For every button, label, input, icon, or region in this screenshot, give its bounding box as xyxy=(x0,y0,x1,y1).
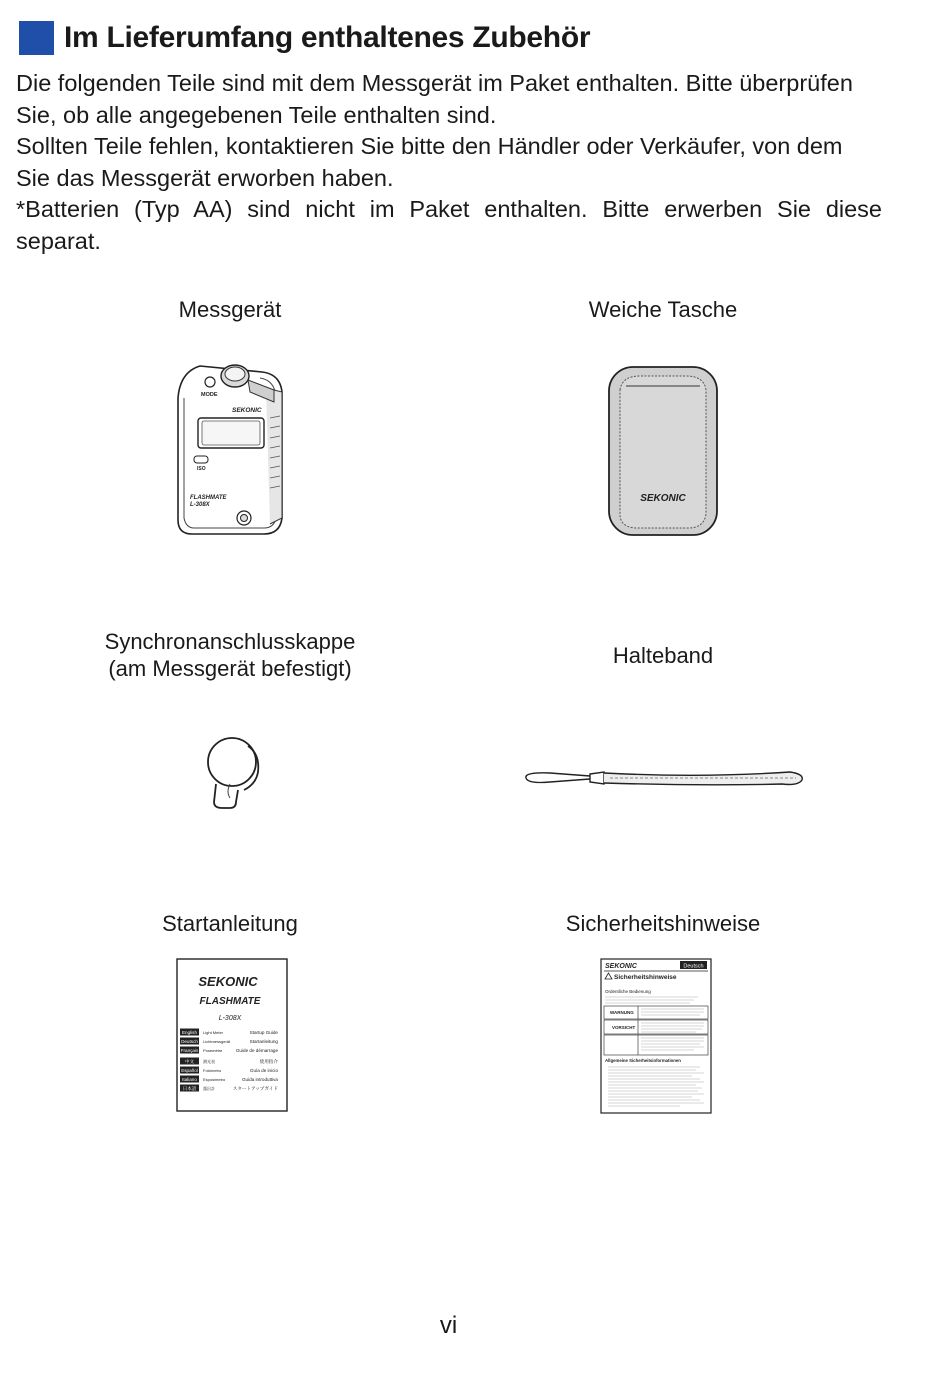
case-label: Weiche Tasche xyxy=(588,297,738,322)
safety-warn-text: WARNUNG xyxy=(610,1010,634,1015)
light-meter-illustration xyxy=(170,358,290,540)
section-heading xyxy=(19,20,590,56)
soft-case-illustration xyxy=(606,364,720,538)
guide-lang-left: Lichtmessgerät xyxy=(203,1039,231,1044)
guide-lang-tag: 中文 xyxy=(184,1059,195,1064)
sync-cap-label xyxy=(80,628,380,682)
case-brand-text: SEKONIC xyxy=(640,493,686,504)
safety-section1-text: Ordentliche Bedienung xyxy=(605,989,651,994)
strap-illustration xyxy=(520,760,806,796)
guide-lang-left: Light Meter xyxy=(203,1030,224,1035)
guide-lang-left: Posemètre xyxy=(203,1048,223,1053)
sync-cap-label-line2: (am Messgerät befestigt) xyxy=(108,656,352,681)
guide-lang-right: Startanleitung xyxy=(249,1039,278,1044)
guide-lang-tag: Español xyxy=(181,1068,198,1073)
startup-guide-label: Startanleitung xyxy=(162,911,298,936)
guide-lang-right: 使用指介 xyxy=(259,1059,278,1064)
guide-product-text: FLASHMATE xyxy=(199,996,261,1007)
guide-lang-left: 露出計 xyxy=(203,1086,215,1091)
guide-lang-left: Fotómetro xyxy=(203,1068,222,1073)
guide-lang-tag: English xyxy=(181,1030,198,1035)
sync-cap-illustration xyxy=(200,732,266,812)
guide-lang-left: Esposimetro xyxy=(203,1077,226,1082)
safety-label: Sicherheitshinweise xyxy=(565,911,761,936)
guide-lang-right: Guida introduttiva xyxy=(241,1077,278,1082)
guide-lang-tag: Italiano xyxy=(182,1077,197,1082)
guide-lang-tag: Français xyxy=(180,1048,199,1053)
page-number: vi xyxy=(439,1312,458,1339)
safety-lang-tag: Deutsch xyxy=(683,963,704,970)
guide-lang-tag: 日本語 xyxy=(182,1086,197,1091)
safety-brand-text: SEKONIC xyxy=(605,963,637,970)
guide-lang-right: スタートアップガイド xyxy=(232,1086,278,1091)
intro-line-2: Sollten Teile fehlen, kontaktieren Sie bitte den Händler oder Verkäufer, von dem Sie das Messgerät erworben haben. xyxy=(16,133,843,191)
safety-section2-text: Allgemeine Sicherheitsinformationen xyxy=(605,1058,681,1063)
strap-label: Halteband xyxy=(612,643,714,668)
meter-label: Messgerät xyxy=(178,297,282,322)
intro-line-3: *Batterien (Typ AA) sind nicht im Paket enthalten. Bitte erwerben Sie diese separat. xyxy=(16,196,882,254)
meter-model2-text: L-308X xyxy=(190,502,210,508)
safety-sheet-illustration xyxy=(600,958,712,1114)
guide-brand-text: SEKONIC xyxy=(198,974,258,989)
heading-marker xyxy=(19,21,54,55)
meter-model1-text: FLASHMATE xyxy=(190,495,227,501)
guide-model-text: L-308X xyxy=(218,1015,242,1022)
safety-caution-text: VORSICHT xyxy=(612,1025,636,1030)
meter-mode-text: MODE xyxy=(201,392,218,398)
meter-iso-text: ISO xyxy=(197,466,206,472)
guide-lang-right: Guía de inicio xyxy=(249,1068,278,1073)
meter-brand-text: SEKONIC xyxy=(232,407,262,414)
sync-cap-label-line1: Synchronanschlusskappe xyxy=(104,629,356,654)
startup-guide-illustration xyxy=(176,958,288,1112)
intro-text xyxy=(16,68,882,257)
guide-lang-right: Guide de démarrage xyxy=(235,1048,278,1053)
intro-line-1: Die folgenden Teile sind mit dem Messgerät im Paket enthalten. Bitte überprüfen Sie, ob alle angegebenen Teile enthalten sind. xyxy=(16,70,853,128)
safety-title-text: Sicherheitshinweise xyxy=(614,974,677,981)
guide-lang-right: Startup Guide xyxy=(249,1030,278,1035)
guide-lang-left: 测光表 xyxy=(203,1059,215,1064)
guide-lang-tag: Deutsch xyxy=(181,1039,198,1044)
page-title: Im Lieferumfang enthaltenes Zubehör xyxy=(64,21,591,54)
